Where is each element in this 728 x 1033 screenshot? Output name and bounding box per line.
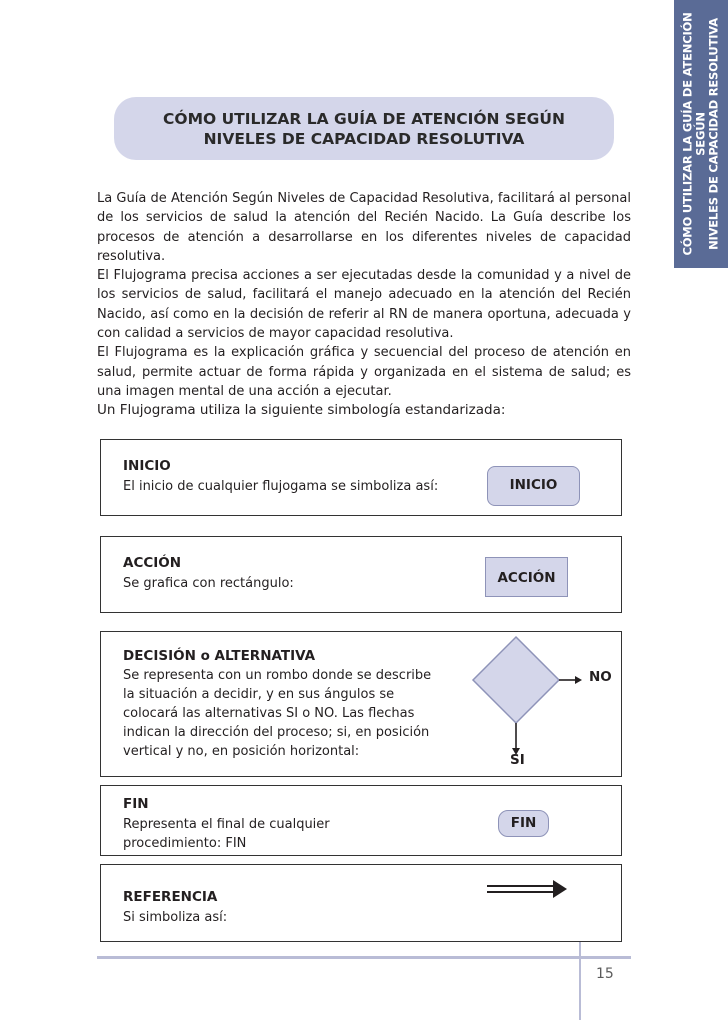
panel-inicio-desc: El inicio de cualquier flujogama se simboliza así: xyxy=(123,479,439,494)
panel-referencia-desc: Si simboliza así: xyxy=(123,910,228,925)
panel-decision-desc xyxy=(123,666,431,761)
panel-accion xyxy=(100,536,622,613)
inicio-symbol-label: INICIO xyxy=(509,477,558,493)
decision-desc-line-4: indican la dirección del proceso; si, en posición xyxy=(123,725,430,740)
fin-symbol-label: FIN xyxy=(510,815,537,831)
page-number: 15 xyxy=(596,966,614,982)
paragraph-3: El Flujograma es la explicación gráfica y secuencial del proceso de atención en salud, permite actuar de forma rápida y organizada en el sistema de salud; es una imagen mental de una acción a ejecutar. xyxy=(97,345,631,399)
paragraph-4: Un Flujograma utiliza la siguiente simbología estandarizada: xyxy=(97,402,506,419)
page-title-line-1: CÓMO UTILIZAR LA GUÍA DE ATENCIÓN SEGÚN xyxy=(163,110,565,128)
panel-accion-desc: Se grafica con rectángulo: xyxy=(123,576,294,591)
paragraph-2: El Flujograma precisa acciones a ser ejecutadas desde la comunidad y a nivel de los servicios de salud, facilitará el manejo adecuado en la atención del Recién Nacido, así como en la decisión de referir al RN de manera oportuna, adecuada y con calidad a servicios de mayor capacidad resolutiva. xyxy=(97,268,631,342)
accion-symbol-label: ACCIÓN xyxy=(497,570,556,586)
panel-referencia xyxy=(100,864,622,942)
side-tab-text xyxy=(682,0,721,268)
panel-inicio-title: INICIO xyxy=(123,458,171,474)
side-section-tab xyxy=(674,0,728,268)
side-tab-line-2: NIVELES DE CAPACIDAD RESOLUTIVA xyxy=(706,18,721,250)
fin-desc-line-1: Representa el final de cualquier xyxy=(123,817,330,832)
fin-symbol xyxy=(498,810,549,837)
accion-symbol xyxy=(485,557,568,597)
page-title xyxy=(114,97,614,160)
page-title-line-2: NIVELES DE CAPACIDAD RESOLUTIVA xyxy=(203,130,525,148)
referencia-double-arrow-icon xyxy=(483,877,573,903)
decision-desc-line-5: vertical y no, en posición horizontal: xyxy=(123,744,360,759)
no-label: NO xyxy=(589,669,612,685)
si-label: SI xyxy=(510,752,525,768)
panel-decision-title: DECISIÓN o ALTERNATIVA xyxy=(123,648,316,664)
decision-diamond xyxy=(473,637,559,723)
panel-decision xyxy=(100,631,622,777)
decision-desc-line-1: Se representa con un rombo donde se describe xyxy=(123,668,432,683)
panel-accion-title: ACCIÓN xyxy=(123,555,182,571)
panel-inicio xyxy=(100,439,622,516)
panel-fin xyxy=(100,785,622,856)
decision-diagram xyxy=(461,634,621,774)
footer-rule xyxy=(97,956,631,959)
decision-desc-line-2: la situación a decidir, y en sus ángulos se xyxy=(123,687,395,702)
footer-divider xyxy=(579,942,581,1020)
panel-fin-desc xyxy=(123,815,330,853)
intro-text xyxy=(97,189,631,421)
fin-desc-line-2: procedimiento: FIN xyxy=(123,836,247,851)
panel-fin-title: FIN xyxy=(123,796,149,812)
side-tab-line-1: CÓMO UTILIZAR LA GUÍA DE ATENCIÓN SEGÚN xyxy=(680,12,708,256)
decision-desc-line-3: colocará las alternativas SI o NO. Las flechas xyxy=(123,706,415,721)
panel-referencia-title: REFERENCIA xyxy=(123,889,218,905)
no-arrow-head xyxy=(575,676,582,684)
paragraph-1: La Guía de Atención Según Niveles de Capacidad Resolutiva, facilitará al personal de los servicios de salud la atención del Recién Nacido. La Guía describe los procesos de atención a desarrollarse en los diferentes niveles de capacidad resolutiva. xyxy=(97,191,631,264)
inicio-symbol xyxy=(487,466,580,506)
